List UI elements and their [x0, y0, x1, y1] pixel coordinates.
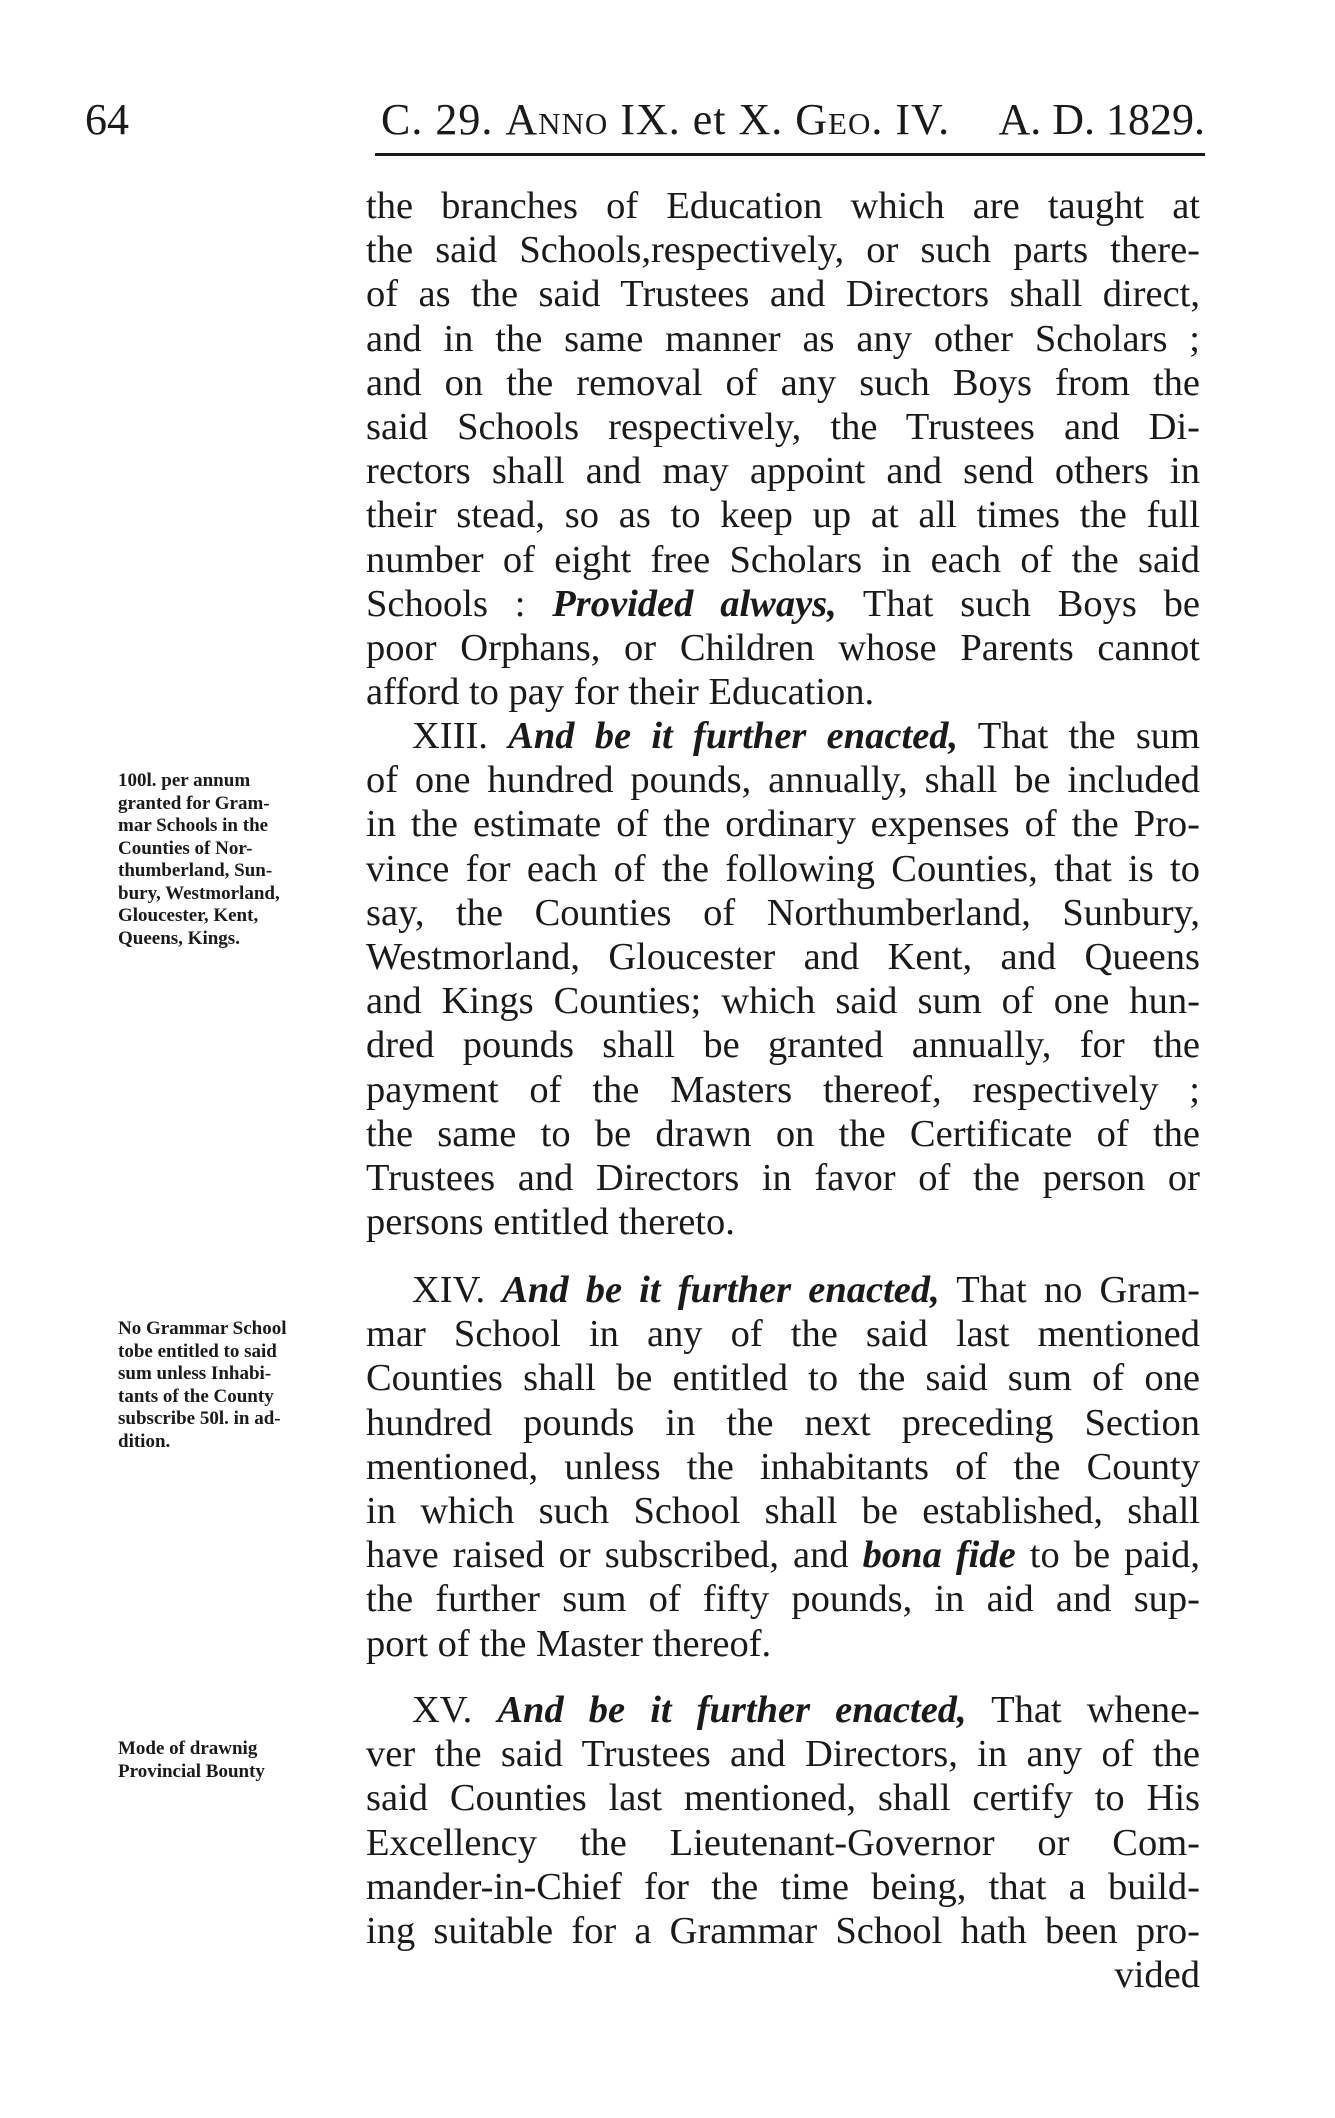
section-heading-line: [366, 1268, 1200, 1312]
king-numeral: IV.: [895, 95, 951, 144]
margin-note-grant: [118, 770, 358, 950]
enacting-clause: And be it further enacted,: [508, 715, 959, 757]
margin-note-line: 100l. per annum: [118, 770, 251, 791]
provided-always-phrase: Provided always,: [552, 582, 837, 625]
text-line: the branches of Education which are taught at: [366, 185, 1200, 227]
margin-note-line: subscribe 50l. in ad-: [118, 1408, 281, 1429]
text-line: number of eight free Scholars in each of the said: [366, 538, 1200, 581]
margin-note-line: mar Schools in the: [118, 815, 269, 836]
text-line: Westmorland, Gloucester and Kent, and Queens: [366, 935, 1200, 978]
margin-note-bounty: [118, 1738, 358, 1783]
text-line: vince for each of the following Counties, that is to: [366, 847, 1200, 890]
year: A. D. 1829.: [998, 95, 1205, 144]
text-run: That whene-: [991, 1689, 1200, 1731]
section-xiii: [366, 714, 1200, 1244]
anno-word: Anno: [505, 95, 609, 144]
section-number: XIII.: [412, 715, 488, 757]
margin-note-line: tants of the County: [118, 1385, 274, 1407]
text-line: mar School in any of the said last mentioned: [366, 1313, 1200, 1356]
text-line: ver the said Trustees and Directors, in any of the: [366, 1733, 1200, 1776]
section-number: XV.: [412, 1689, 473, 1731]
text-line: mander-in-Chief for the time being, that a build-: [366, 1865, 1200, 1908]
text-line: afford to pay for their Education.: [366, 671, 875, 714]
text-line: port of the Master thereof.: [366, 1622, 772, 1665]
text-line: dred pounds shall be granted annually, for the: [366, 1024, 1200, 1067]
margin-note-line: sum unless Inhabi-: [118, 1363, 272, 1384]
paragraph-continuation: [366, 184, 1200, 714]
text-run: to be paid,: [1015, 1534, 1200, 1577]
chapter-number: C. 29.: [381, 95, 494, 144]
margin-note-line: granted for Gram-: [118, 792, 270, 814]
page-number: 64: [85, 95, 129, 144]
text-line: said Schools respectively, the Trustees and Di-: [366, 405, 1200, 448]
margin-note-line: Provincial Bounty: [118, 1760, 265, 1782]
enacting-clause: And be it further enacted,: [502, 1269, 940, 1311]
text-line: in which such School shall be established, shall: [366, 1489, 1200, 1532]
text-line: say, the Counties of Northumberland, Sunbury,: [366, 891, 1200, 934]
text-line: and Kings Counties; which said sum of one hun-: [366, 980, 1200, 1023]
text-line: and on the removal of any such Boys from the: [366, 361, 1200, 404]
text-line: Excellency the Lieutenant-Governor or Com-: [366, 1821, 1200, 1864]
section-number: XIV.: [412, 1269, 486, 1311]
text-line: [366, 1533, 1200, 1577]
text-line: rectors shall and may appoint and send others in: [366, 450, 1200, 493]
text-run: That the sum: [977, 715, 1200, 757]
section-heading-line: [366, 1688, 1200, 1732]
margin-note-line: Queens, Kings.: [118, 927, 240, 949]
catchword: vided: [1114, 1954, 1200, 1997]
margin-note-line: Gloucester, Kent,: [118, 905, 259, 926]
margin-note-line: bury, Westmorland,: [118, 882, 280, 904]
text-line: the said Schools,respectively, or such parts there-: [366, 229, 1200, 272]
text-run: have raised or subscribed, and: [366, 1534, 863, 1577]
text-line: ing suitable for a Grammar School hath been pro-: [366, 1909, 1200, 1952]
text-line: the same to be drawn on the Certificate of the: [366, 1112, 1200, 1155]
margin-note-line: No Grammar School: [118, 1318, 287, 1339]
margin-note-condition: [118, 1318, 358, 1453]
text-line: Counties shall be entitled to the said sum of one: [366, 1357, 1200, 1400]
bona-fide-phrase: bona fide: [862, 1534, 1016, 1577]
text-line: poor Orphans, or Children whose Parents cannot: [366, 626, 1200, 669]
text-line: persons entitled thereto.: [366, 1201, 735, 1244]
text-line: said Counties last mentioned, shall certify to His: [366, 1777, 1200, 1820]
margin-note-line: dition.: [118, 1430, 171, 1452]
text-line: and in the same manner as any other Scholars ;: [366, 317, 1200, 360]
text-run: That such Boys be: [836, 582, 1200, 625]
text-line: Trustees and Directors in favor of the person or: [366, 1156, 1200, 1199]
text-run: That no Gram-: [956, 1269, 1200, 1311]
margin-note-line: Mode of drawnig: [118, 1738, 258, 1759]
geo-word: Geo.: [795, 95, 884, 144]
section-xiv: [366, 1268, 1200, 1666]
text-line: of as the said Trustees and Directors shall direct,: [366, 273, 1200, 316]
section-heading-line: [366, 714, 1200, 758]
text-line: mentioned, unless the inhabitants of the County: [366, 1445, 1200, 1488]
running-head-title: [381, 92, 950, 148]
enacting-clause: And be it further enacted,: [497, 1689, 967, 1731]
text-line: in the estimate of the ordinary expenses of the Pro-: [366, 803, 1200, 846]
header-rule: [375, 153, 1205, 156]
margin-note-line: tobe entitled to said: [118, 1340, 277, 1362]
running-header: [85, 92, 1205, 148]
text-line: their stead, so as to keep up at all times the full: [366, 494, 1200, 537]
text-line: [366, 582, 1200, 626]
section-xv: [366, 1688, 1200, 1997]
text-line: the further sum of fifty pounds, in aid and sup-: [366, 1578, 1200, 1621]
text-line: of one hundred pounds, annually, shall be included: [366, 759, 1200, 802]
regnal-years: IX. et X.: [620, 95, 784, 144]
text-run: Schools :: [366, 582, 553, 625]
margin-note-line: thumberland, Sun-: [118, 860, 273, 881]
text-line: hundred pounds in the next preceding Section: [366, 1401, 1200, 1444]
text-line: payment of the Masters thereof, respectively ;: [366, 1068, 1200, 1111]
margin-note-line: Counties of Nor-: [118, 837, 253, 859]
